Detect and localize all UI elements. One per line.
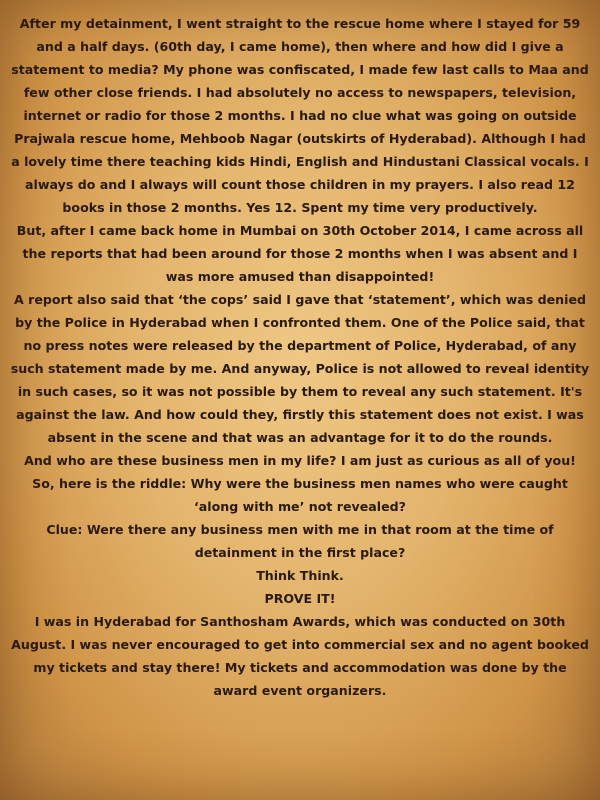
paragraph-prove-it: PROVE IT! (264, 591, 336, 606)
paragraph-clue: Clue: Were there any business men with me in that room at the time of detainment in the first place? (46, 522, 554, 560)
paragraph-business-men: And who are these business men in my life? I am just as curious as all of you! (24, 453, 576, 468)
paragraph-awards: I was in Hyderabad for Santhosham Awards, which was conducted on 30th August. I was never encouraged to get into commercial sex and no agent booked my tickets and stay there! My tickets and accommodation was done by the award event organizers. (11, 614, 589, 698)
paragraph-return-home: But, after I came back home in Mumbai on 30th October 2014, I came across all the reports that had been around for those 2 months when I was absent and I was more amused than disappointed! (16, 223, 584, 284)
paragraph-police-report: A report also said that ‘the cops’ said I gave that ‘statement’, which was denied by the Police in Hyderabad when I confronted them. One of the Police said, that no press notes were released by the department of Police, Hyderabad, of any such statement made by me. And anyway, Police is not allowed to reveal identity in such cases, so it was not possible by them to reveal any such statement. It's against the law. And how could they, firstly this statement does not exist. I was absent in the scene and that was an advantage for it to do the rounds. (10, 292, 590, 445)
paragraph-riddle: So, here is the riddle: Why were the business men names who were caught ‘along with me’ not revealed? (32, 476, 568, 514)
paragraph-detainment: After my detainment, I went straight to the rescue home where I stayed for 59 and a half days. (60th day, I came home), then where and how did I give a statement to media? My phone was confiscated, I made few last calls to Maa and few other close friends. I had absolutely no access to newspapers, television, internet or radio for those 2 months. I had no clue what was going on outside Prajwala rescue home, Mehboob Nagar (outskirts of Hyderabad). Although I had a lovely time there teaching kids Hindi, English and Hindustani Classical vocals. I always do and I always will count those children in my prayers. I also read 12 books in those 2 months. Yes 12. Spent my time very productively. (11, 16, 589, 215)
paragraph-think: Think Think. (256, 568, 344, 583)
statement-text (10, 12, 590, 702)
